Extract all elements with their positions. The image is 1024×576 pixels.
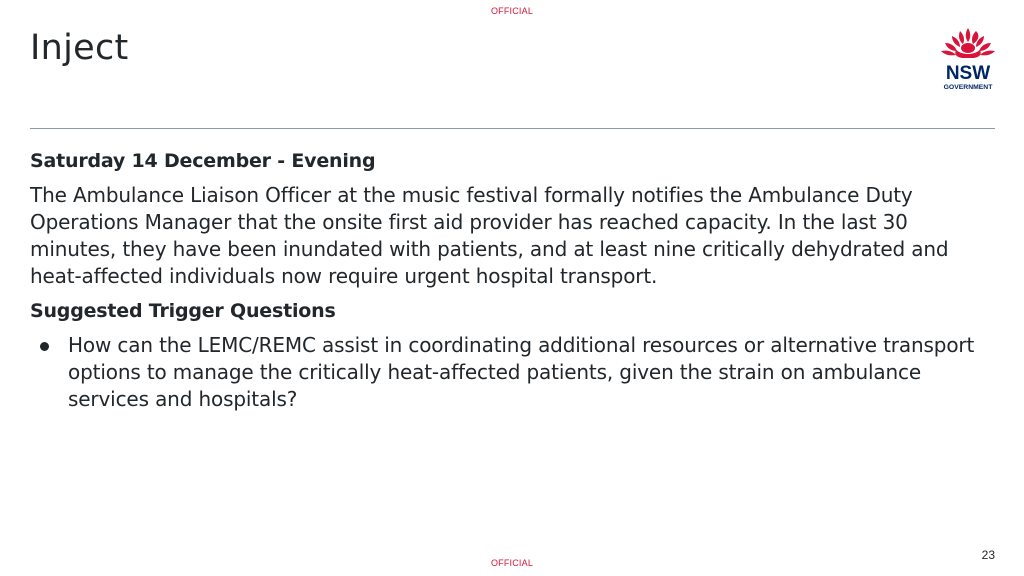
waratah-icon: [936, 26, 1000, 92]
logo-government-text: GOVERNMENT: [943, 84, 993, 91]
classification-label-bottom: OFFICIAL: [490, 558, 534, 568]
title-divider: [30, 128, 995, 129]
slide-content: [30, 150, 995, 413]
questions-list: [30, 332, 995, 413]
nsw-government-logo: [936, 26, 1000, 92]
question-text: How can the LEMC/REMC assist in coordinating additional resources or alternative transport options to manage the critically heat-affected patients, given the strain on ambulance services and hospitals?: [68, 333, 975, 411]
bullet-icon: [40, 342, 49, 351]
date-heading: Saturday 14 December - Evening: [30, 150, 376, 172]
questions-heading: Suggested Trigger Questions: [30, 300, 336, 322]
scenario-text: The Ambulance Liaison Officer at the music festival formally notifies the Ambulance Duty Operations Manager that the onsite first aid provider has reached capacity. In the last 30 minutes, they have been inundated with patients, and at least nine critically dehydrated and heat-affected individuals now require urgent hospital transport.: [30, 183, 949, 288]
classification-label-top: OFFICIAL: [490, 6, 534, 16]
slide-title: Inject: [30, 28, 129, 68]
list-item: [30, 332, 995, 413]
logo-nsw-text: NSW: [945, 63, 991, 84]
page-number: 23: [981, 548, 995, 562]
